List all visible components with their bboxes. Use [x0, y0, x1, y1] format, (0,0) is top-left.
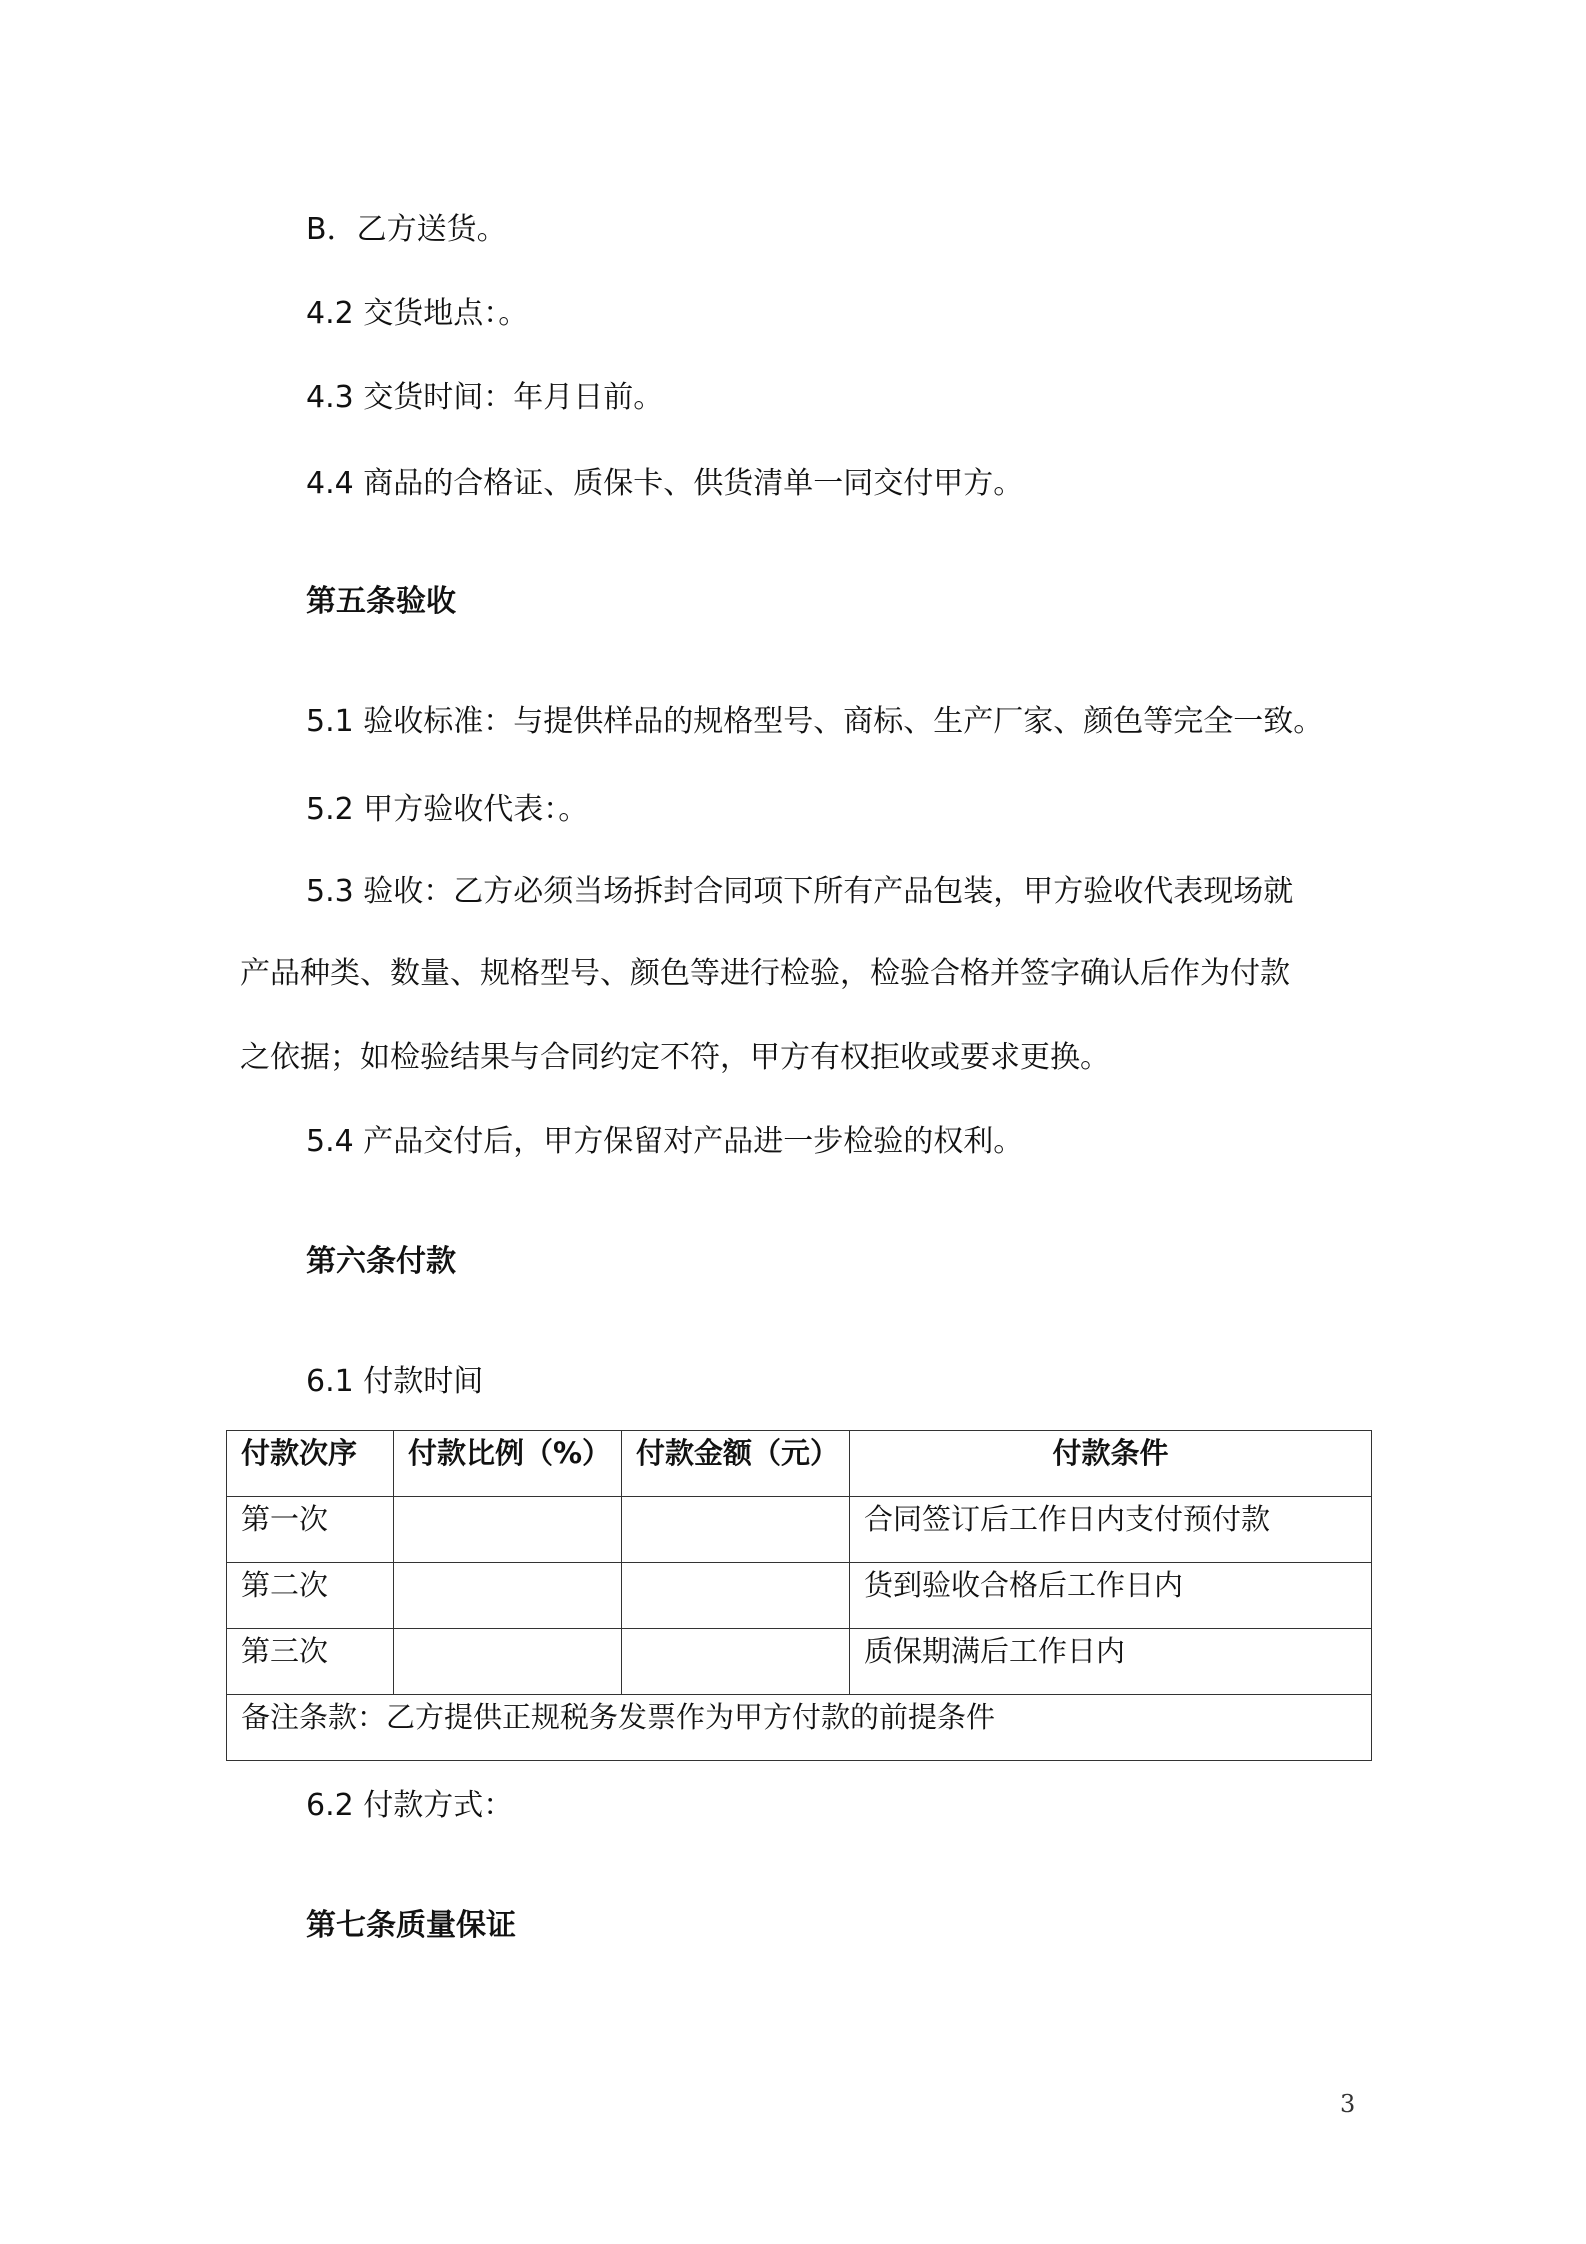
paragraph-5-3-line2: 产品种类、数量、规格型号、颜色等进行检验，检验合格并签字确认后作为付款: [240, 956, 1290, 991]
header-payment-condition: 付款条件: [850, 1431, 1372, 1497]
paragraph-6-1: 6.1 付款时间: [306, 1364, 484, 1399]
paragraph-5-3-line1: 5.3 验收：乙方必须当场拆封合同项下所有产品包装，甲方验收代表现场就: [306, 874, 1294, 909]
cell-amount: [622, 1563, 850, 1629]
section-heading-6: 第六条付款: [306, 1244, 456, 1279]
page-number: 3: [1340, 2090, 1356, 2118]
cell-note: 备注条款：乙方提供正规税务发票作为甲方付款的前提条件: [227, 1695, 1372, 1761]
cell-condition: 质保期满后工作日内: [850, 1629, 1372, 1695]
cell-amount: [622, 1497, 850, 1563]
table-row: [227, 1563, 1372, 1629]
header-payment-amount: 付款金额（元）: [622, 1431, 850, 1497]
header-payment-order: 付款次序: [227, 1431, 394, 1497]
paragraph-6-2: 6.2 付款方式：: [306, 1788, 514, 1823]
paragraph-5-3-line3: 之依据；如检验结果与合同约定不符，甲方有权拒收或要求更换。: [240, 1040, 1110, 1075]
paragraph-5-4: 5.4 产品交付后，甲方保留对产品进一步检验的权利。: [306, 1124, 1024, 1159]
cell-order: 第一次: [227, 1497, 394, 1563]
table-row: [227, 1497, 1372, 1563]
cell-ratio: [394, 1497, 622, 1563]
cell-condition: 合同签订后工作日内支付预付款: [850, 1497, 1372, 1563]
cell-ratio: [394, 1563, 622, 1629]
table-row: [227, 1629, 1372, 1695]
cell-condition: 货到验收合格后工作日内: [850, 1563, 1372, 1629]
paragraph-4-4: 4.4 商品的合格证、质保卡、供货清单一同交付甲方。: [306, 466, 1024, 501]
paragraph-4-3: 4.3 交货时间：年月日前。: [306, 380, 664, 415]
section-heading-7: 第七条质量保证: [306, 1908, 516, 1943]
cell-order: 第二次: [227, 1563, 394, 1629]
table-header-row: [227, 1431, 1372, 1497]
paragraph-4-2: 4.2 交货地点：。: [306, 296, 529, 331]
header-payment-ratio: 付款比例（%）: [394, 1431, 622, 1497]
cell-order: 第三次: [227, 1629, 394, 1695]
cell-ratio: [394, 1629, 622, 1695]
table-note-row: [227, 1695, 1372, 1761]
section-heading-5: 第五条验收: [306, 584, 456, 619]
paragraph-5-1: 5.1 验收标准：与提供样品的规格型号、商标、生产厂家、颜色等完全一致。: [306, 704, 1324, 739]
cell-amount: [622, 1629, 850, 1695]
paragraph-delivery-method-b: B．乙方送货。: [306, 212, 507, 247]
paragraph-5-2: 5.2 甲方验收代表：。: [306, 792, 589, 827]
payment-schedule-table: [226, 1430, 1372, 1761]
